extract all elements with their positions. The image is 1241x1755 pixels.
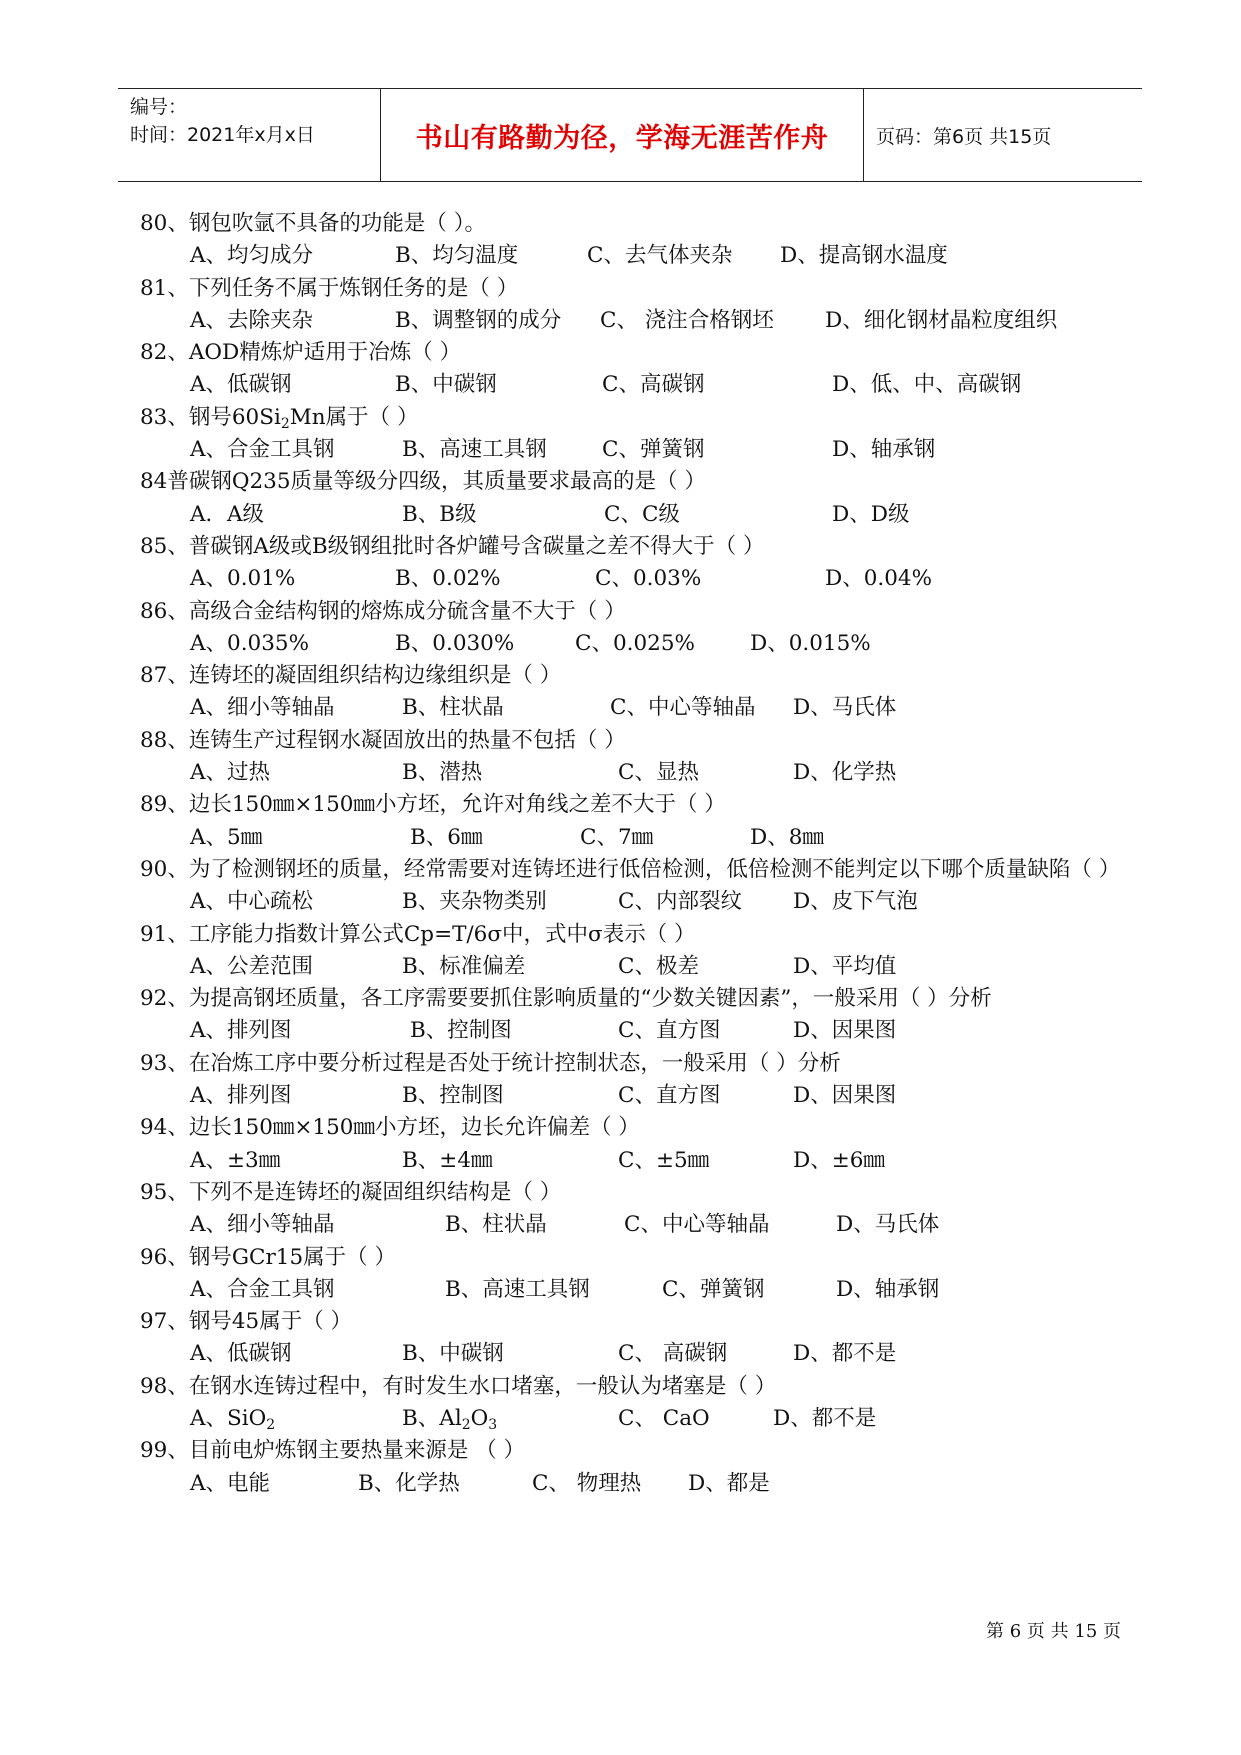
page-footer: 第 6 页 共 15 页 (986, 1621, 1121, 1642)
option-d: D、马氏体 (836, 1212, 940, 1238)
question-options-83 (140, 434, 1140, 466)
option-c: C、 高碳钢 (618, 1341, 728, 1367)
option-b: B、均匀温度 (395, 243, 519, 269)
question-options-88 (140, 757, 1140, 789)
document-header (118, 88, 1142, 182)
option-c: C、 CaO (618, 1405, 710, 1431)
question-options-93 (140, 1080, 1140, 1112)
option-c: C、直方图 (618, 1018, 721, 1044)
option-d: D、细化钢材晶粒度组织 (825, 307, 1058, 333)
option-c: C、 浇注合格钢坯 (600, 307, 774, 333)
question-stem-91: 91、工序能力指数计算公式Cp=T/6σ中，式中σ表示（ ） (140, 921, 696, 947)
option-b: B、柱状晶 (402, 695, 504, 721)
option-a: A、合金工具钢 (190, 437, 335, 463)
option-c: C、中心等轴晶 (610, 695, 756, 721)
question-options-89 (140, 822, 1140, 854)
option-b: B、控制图 (402, 1083, 504, 1109)
option-c: C、C级 (604, 501, 680, 527)
option-a: A、0.035% (190, 630, 310, 656)
option-a: A、合金工具钢 (190, 1276, 335, 1302)
option-b: B、标准偏差 (402, 953, 526, 979)
option-a: A、SiO$_2$ (190, 1405, 276, 1433)
option-d: D、因果图 (793, 1018, 897, 1044)
option-a: A、0.01% (190, 566, 296, 592)
header-meta (118, 89, 380, 181)
question-options-95 (140, 1209, 1140, 1241)
question-options-92 (140, 1015, 1140, 1047)
option-d: D、提高钢水温度 (780, 243, 948, 269)
option-a: A．A级 (190, 501, 265, 527)
option-b: B、高速工具钢 (402, 437, 547, 463)
option-d: D、因果图 (793, 1083, 897, 1109)
option-d: D、0.015% (750, 630, 871, 656)
option-a: A、公差范围 (190, 953, 314, 979)
option-c: C、弹簧钢 (662, 1276, 765, 1302)
option-b: B、±4㎜ (402, 1147, 493, 1173)
question-options-99 (140, 1468, 1140, 1500)
option-c: C、±5㎜ (618, 1147, 710, 1173)
option-b: B、$Al_2O_3$ (402, 1405, 498, 1433)
question-options-80 (140, 240, 1140, 272)
question-list (140, 208, 1140, 1500)
option-d: D、都不是 (793, 1341, 897, 1367)
option-a: A、低碳钢 (190, 1341, 292, 1367)
question-stem-81: 81、下列任务不属于炼钢任务的是（ ） (140, 275, 519, 301)
option-c: C、 物理热 (532, 1470, 642, 1496)
question-stem-97: 97、钢号45属于（ ） (140, 1309, 353, 1335)
question-stem-89: 89、边长150㎜×150㎜小方坯，允许对角线之差不大于（ ） (140, 792, 726, 818)
question-stem-93: 93、在冶炼工序中要分析过程是否处于统计控制状态，一般采用（ ）分析 (140, 1050, 841, 1076)
question-options-87 (140, 692, 1140, 724)
question-stem-84: 84普碳钢Q235质量等级分四级，其质量要求最高的是（ ） (140, 469, 706, 495)
option-c: C、0.025% (575, 630, 695, 656)
option-a: A、中心疏松 (190, 889, 314, 915)
question-options-96 (140, 1274, 1140, 1306)
option-a: A、过热 (190, 760, 271, 786)
option-c: C、内部裂纹 (618, 889, 742, 915)
question-options-91 (140, 951, 1140, 983)
option-c: C、7㎜ (580, 824, 654, 850)
option-d: D、D级 (832, 501, 910, 527)
question-options-98 (140, 1403, 1140, 1435)
option-b: B、0.030% (395, 630, 515, 656)
option-d: D、马氏体 (793, 695, 897, 721)
option-b: B、中碳钢 (395, 372, 497, 398)
option-a: A、去除夹杂 (190, 307, 314, 333)
question-options-94 (140, 1145, 1140, 1177)
question-options-97 (140, 1338, 1140, 1370)
option-d: D、0.04% (825, 566, 933, 592)
question-stem-99: 99、目前电炉炼钢主要热量来源是 （ ） (140, 1438, 526, 1464)
option-c: C、弹簧钢 (602, 437, 705, 463)
question-stem-85: 85、普碳钢A级或B级钢组批时各炉罐号含碳量之差不得大于（ ） (140, 533, 765, 559)
option-d: D、都不是 (773, 1405, 877, 1431)
option-a: A、均匀成分 (190, 243, 314, 269)
option-b: B、B级 (402, 501, 477, 527)
option-c: C、显热 (618, 760, 699, 786)
option-d: D、8㎜ (750, 824, 824, 850)
option-c: C、高碳钢 (602, 372, 705, 398)
option-d: D、低、中、高碳钢 (832, 372, 1022, 398)
option-d: D、都是 (688, 1470, 770, 1496)
option-a: A、低碳钢 (190, 372, 292, 398)
option-a: A、细小等轴晶 (190, 1212, 335, 1238)
question-stem-86: 86、高级合金结构钢的熔炼成分硫含量不大于（ ） (140, 598, 626, 624)
question-stem-94: 94、边长150㎜×150㎜小方坯，边长允许偏差（ ） (140, 1115, 640, 1141)
option-a: A、排列图 (190, 1083, 292, 1109)
question-stem-88: 88、连铸生产过程钢水凝固放出的热量不包括（ ） (140, 727, 626, 753)
option-a: A、电能 (190, 1470, 271, 1496)
option-b: B、柱状晶 (445, 1212, 547, 1238)
option-b: B、控制图 (410, 1018, 512, 1044)
option-b: B、夹杂物类别 (402, 889, 547, 915)
question-stem-92: 92、为提高钢坯质量，各工序需要要抓住影响质量的“少数关键因素”，一般采用（ ）分析 (140, 986, 992, 1012)
option-b: B、化学热 (358, 1470, 460, 1496)
question-options-86 (140, 628, 1140, 660)
option-d: D、轴承钢 (832, 437, 936, 463)
header-page-info: 页码：第6页 共15页 (876, 125, 1052, 148)
option-b: B、6㎜ (410, 824, 483, 850)
option-b: B、调整钢的成分 (395, 307, 562, 333)
option-c: C、直方图 (618, 1083, 721, 1109)
question-stem-98: 98、在钢水连铸过程中，有时发生水口堵塞，一般认为堵塞是（ ） (140, 1373, 777, 1399)
option-d: D、±6㎜ (793, 1147, 885, 1173)
time-label: 时间：2021年x月x日 (130, 124, 315, 146)
option-b: B、高速工具钢 (445, 1276, 590, 1302)
question-stem-87: 87、连铸坯的凝固组织结构边缘组织是（ ） (140, 663, 562, 689)
question-options-84 (140, 499, 1140, 531)
option-a: A、5㎜ (190, 824, 263, 850)
option-d: D、平均值 (793, 953, 897, 979)
option-c: C、去气体夹杂 (587, 243, 733, 269)
option-a: A、排列图 (190, 1018, 292, 1044)
question-stem-80: 80、钢包吹氩不具备的功能是（ ）。 (140, 211, 486, 236)
option-b: B、0.02% (395, 566, 501, 592)
option-c: C、0.03% (595, 566, 702, 592)
option-d: D、轴承钢 (836, 1276, 940, 1302)
question-stem-82: 82、AOD精炼炉适用于冶炼（ ） (140, 340, 462, 366)
question-stem-95: 95、下列不是连铸坯的凝固组织结构是（ ） (140, 1179, 562, 1205)
question-options-90 (140, 886, 1140, 918)
question-stem-90: 90、为了检测钢坯的质量，经常需要对连铸坯进行低倍检测，低倍检测不能判定以下哪个质量缺陷（ ） (140, 856, 1121, 882)
option-b: B、中碳钢 (402, 1341, 504, 1367)
question-stem-83: 83、钢号$60Si_2Mn$属于（ ） (140, 404, 419, 432)
option-a: A、细小等轴晶 (190, 695, 335, 721)
number-label: 编号： (130, 96, 188, 118)
question-options-81 (140, 305, 1140, 337)
question-options-85 (140, 563, 1140, 595)
option-a: A、±3㎜ (190, 1147, 281, 1173)
header-motto: 书山有路勤为径，学海无涯苦作舟 (380, 89, 864, 181)
option-c: C、极差 (618, 953, 699, 979)
question-stem-96: 96、钢号GCr15属于（ ） (140, 1244, 396, 1270)
option-c: C、中心等轴晶 (624, 1212, 770, 1238)
option-b: B、潜热 (402, 760, 483, 786)
question-options-82 (140, 369, 1140, 401)
option-d: D、化学热 (793, 760, 897, 786)
option-d: D、皮下气泡 (793, 889, 918, 915)
